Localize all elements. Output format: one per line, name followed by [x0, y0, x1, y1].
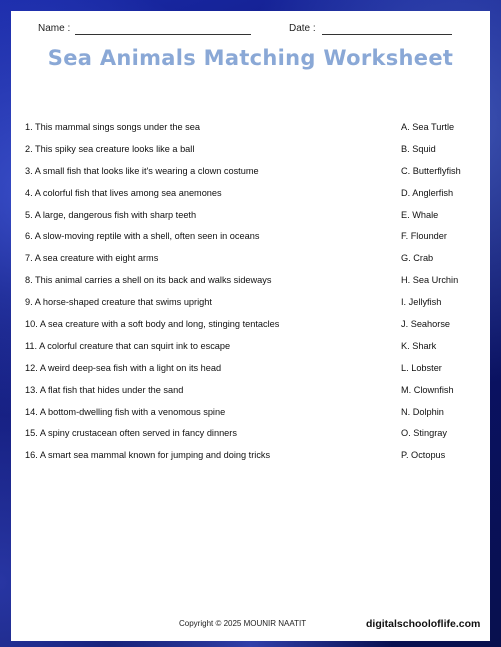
- question-item: 16. A smart sea mammal known for jumping and doing tricks: [25, 450, 271, 461]
- answer-item: A. Sea Turtle: [401, 122, 455, 132]
- question-item: 5. A large, dangerous fish with sharp teeth: [25, 209, 197, 220]
- question-item: 8. This animal carries a shell on its back and walks sideways: [25, 275, 272, 286]
- header-row: [11, 23, 490, 39]
- question-item: 9. A horse-shaped creature that swims upright: [25, 297, 212, 308]
- answer-item: P. Octopus: [401, 450, 446, 461]
- answer-item: G. Crab: [401, 253, 434, 264]
- copyright-text: Copyright © 2025 MOUNIR NAATIT: [179, 619, 307, 628]
- answer-item: N. Dolphin: [401, 406, 444, 417]
- answer-item: H. Sea Urchin: [401, 275, 459, 286]
- answer-item: M. Clownfish: [401, 384, 454, 395]
- question-item: 7. A sea creature with eight arms: [25, 253, 159, 264]
- question-item: 1. This mammal sings songs under the sea: [25, 122, 200, 132]
- questions-column: [25, 117, 395, 467]
- worksheet-page: [11, 11, 490, 641]
- question-item: 12. A weird deep-sea fish with a light on its head: [25, 362, 222, 373]
- worksheet-title: Sea Animals Matching Worksheet: [47, 46, 454, 70]
- answer-item: C. Butterflyfish: [401, 165, 461, 176]
- question-item: 6. A slow-moving reptile with a shell, often seen in oceans: [25, 231, 260, 242]
- answer-item: K. Shark: [401, 340, 437, 351]
- answer-item: D. Anglerfish: [401, 187, 454, 198]
- date-field-line: [322, 34, 452, 35]
- answer-item: E. Whale: [401, 209, 439, 220]
- question-item: 13. A flat fish that hides under the sand: [25, 384, 184, 395]
- name-field-line: [75, 34, 251, 35]
- answers-column: [401, 117, 490, 467]
- question-item: 3. A small fish that looks like it's wearing a clown costume: [25, 165, 259, 176]
- question-item: 14. A bottom-dwelling fish with a venomous spine: [25, 406, 226, 417]
- date-label: Date :: [289, 23, 316, 34]
- name-label: Name :: [38, 23, 71, 34]
- question-item: 10. A sea creature with a soft body and long, stinging tentacles: [25, 319, 280, 330]
- question-item: 15. A spiny crustacean often served in fancy dinners: [25, 428, 237, 439]
- answer-item: J. Seahorse: [401, 319, 451, 330]
- question-item: 11. A colorful creature that can squirt ink to escape: [25, 340, 231, 351]
- answer-item: I. Jellyfish: [401, 297, 442, 308]
- question-item: 4. A colorful fish that lives among sea anemones: [25, 187, 222, 198]
- answer-item: B. Squid: [401, 143, 436, 154]
- website-link[interactable]: digitalschooloflife.com: [366, 618, 481, 630]
- answer-item: F. Flounder: [401, 231, 447, 242]
- answer-item: L. Lobster: [401, 362, 442, 373]
- question-item: 2. This spiky sea creature looks like a ball: [25, 143, 195, 154]
- answer-item: O. Stingray: [401, 428, 447, 439]
